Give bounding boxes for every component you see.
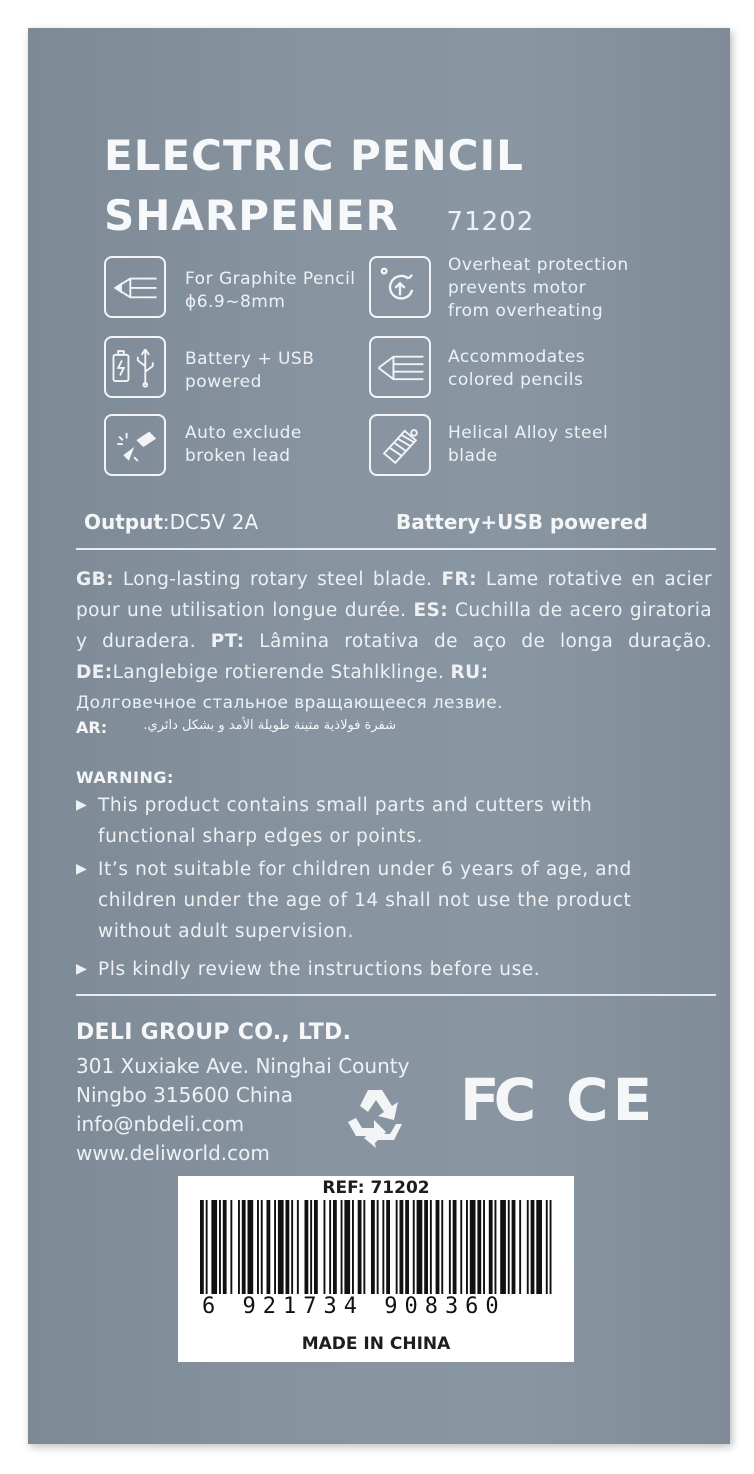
barcode-bar: [371, 1200, 375, 1294]
power-source: Battery+USB powered: [396, 510, 648, 534]
feature-colored-line1: Accommodates: [448, 347, 586, 367]
address-line2: Ningbo 315600 China: [76, 1083, 294, 1107]
barcode-bar: [333, 1200, 337, 1294]
barcode-bar: [546, 1200, 548, 1294]
barcode-bar: [242, 1200, 246, 1294]
feature-colored-text: [448, 346, 585, 392]
bullet-triangle-icon: ▶: [76, 797, 88, 813]
barcode-bar: [248, 1200, 254, 1294]
barcode-bar: [363, 1200, 365, 1294]
feature-battery-line1: Battery + USB: [185, 349, 315, 369]
barcode-bar: [430, 1200, 432, 1294]
barcode-bar: [223, 1200, 227, 1294]
barcode-bar: [396, 1200, 398, 1294]
de-code: DE:: [76, 662, 113, 683]
battery-usb-icon: [104, 336, 166, 398]
barcode-bar: [261, 1200, 263, 1294]
barcode-bar: [531, 1200, 535, 1294]
feature-graphite-line2: ϕ6.9~8mm: [185, 292, 286, 312]
gb-code: GB:: [76, 569, 114, 590]
made-in-label: MADE IN CHINA: [301, 1334, 451, 1354]
barcode-bar: [329, 1200, 331, 1294]
barcode-bar: [352, 1200, 354, 1294]
recycle-icon: [338, 1082, 412, 1156]
pt-text: Lâmina rotativa de aço de longa duração.: [244, 631, 712, 652]
overheat-protection-icon: [369, 256, 431, 318]
feature-broken-lead-line1: Auto exclude: [185, 423, 302, 443]
company-name: DELI GROUP CO., LTD.: [76, 1020, 352, 1045]
barcode-bar: [460, 1200, 462, 1294]
product-box-back: [28, 28, 730, 1444]
barcode-bar: [297, 1200, 299, 1294]
fcc-mark: FC: [460, 1066, 531, 1134]
barcode-bars: [200, 1200, 552, 1294]
ar-code: AR:: [76, 718, 108, 737]
barcode-bar: [324, 1200, 326, 1294]
es-text: Cuchilla de acero giratoria y duradera.: [76, 600, 712, 652]
barcode-bar: [344, 1200, 350, 1294]
barcode-bar: [466, 1200, 468, 1294]
feature-overheat-line3: from overheating: [448, 301, 604, 321]
divider-bottom: [76, 994, 716, 996]
warning-item-2-line1: It’s not suitable for children under 6 years of age, and: [98, 859, 632, 880]
barcode-digits: 6 921734 908360: [202, 1294, 506, 1319]
barcode-bar: [483, 1200, 485, 1294]
warning-item-1: [76, 790, 716, 852]
feature-graphite-text: [185, 268, 356, 314]
barcode-bar: [200, 1200, 204, 1294]
ref-number: REF: 71202: [322, 1178, 430, 1198]
barcode-bar: [267, 1200, 271, 1294]
barcode-bar: [286, 1200, 290, 1294]
output-spec: [84, 510, 258, 534]
output-label: Output: [84, 510, 163, 534]
feature-graphite-line1: For Graphite Pencil: [185, 269, 356, 289]
product-title-line2-text: SHARPENER: [104, 191, 399, 240]
warning-item-3-text: Pls kindly review the instructions before use.: [98, 959, 541, 980]
barcode-bar: [310, 1200, 312, 1294]
barcode-bar: [489, 1200, 493, 1294]
barcode-bar: [536, 1200, 542, 1294]
warning-item-1-line2: functional sharp edges or points.: [98, 826, 423, 847]
de-text: Langlebige rotierende Stahlklinge.: [112, 662, 451, 683]
product-title-line2: [104, 191, 534, 240]
warning-item-2-line3: without adult supervision.: [98, 921, 354, 942]
warning-item-3: [76, 954, 716, 985]
barcode-bar: [470, 1200, 476, 1294]
ru-code: RU:: [450, 662, 489, 683]
feature-overheat-line1: Overheat protection: [448, 255, 629, 275]
multilingual-description: [76, 564, 712, 719]
feature-battery-line2: powered: [185, 372, 262, 392]
warning-item-2: [76, 854, 716, 947]
address-line1: 301 Xuxiake Ave. Ninghai County: [76, 1054, 410, 1078]
barcode-bar: [550, 1200, 552, 1294]
barcode-bar: [508, 1200, 510, 1294]
es-code: ES:: [413, 600, 449, 621]
broken-lead-icon: [104, 414, 166, 476]
barcode-bar: [424, 1200, 428, 1294]
fr-text: Lame rotative en acier pour une utilisation longue durée.: [76, 569, 713, 621]
helical-blade-icon: [369, 414, 431, 476]
barcode-bar: [238, 1200, 240, 1294]
barcode-bar: [230, 1200, 232, 1294]
barcode-bar: [477, 1200, 481, 1294]
fr-code: FR:: [441, 569, 477, 590]
barcode-bar: [278, 1200, 284, 1294]
barcode-bar: [519, 1200, 521, 1294]
barcode-bar: [358, 1200, 362, 1294]
warning-item-1-line1: This product contains small parts and cutters with: [98, 795, 593, 816]
company-email: info@nbdeli.com: [76, 1112, 245, 1136]
barcode-bar: [417, 1200, 423, 1294]
barcode-bar: [413, 1200, 415, 1294]
barcode-bar: [405, 1200, 409, 1294]
pt-code: PT:: [210, 631, 245, 652]
gb-text: Long-lasting rotary steel blade.: [113, 569, 442, 590]
ar-text: شفرة فولاذية متينة طويلة الأمد و بشكل دائري.: [143, 718, 396, 733]
barcode-bar: [206, 1200, 208, 1294]
barcode-bar: [441, 1200, 443, 1294]
feature-overheat-text: [448, 254, 629, 323]
barcode-bar: [512, 1200, 516, 1294]
barcode-bar: [449, 1200, 451, 1294]
feature-broken-lead-text: [185, 422, 302, 468]
divider-top: [76, 548, 716, 550]
barcode-bar: [386, 1200, 390, 1294]
barcode-bar: [219, 1200, 221, 1294]
barcode-bar: [274, 1200, 276, 1294]
barcode-bar: [291, 1200, 293, 1294]
bullet-triangle-icon: ▶: [76, 861, 88, 877]
barcode-bar: [257, 1200, 259, 1294]
feature-helical-text: [448, 422, 608, 468]
model-number: 71202: [446, 207, 535, 237]
barcode-label: [178, 1176, 574, 1362]
feature-battery-text: [185, 348, 314, 394]
barcode-bar: [495, 1200, 497, 1294]
output-value: :DC5V 2A: [162, 510, 259, 534]
ru-text: Долговечное стальное вращающееся лезвие.: [76, 693, 503, 713]
barcode-bar: [382, 1200, 384, 1294]
warning-item-2-line2: children under the age of 14 shall not use the product: [98, 890, 632, 911]
barcode-bar: [527, 1200, 529, 1294]
feature-helical-line2: blade: [448, 446, 498, 466]
feature-broken-lead-line2: broken lead: [185, 446, 291, 466]
barcode-bar: [211, 1200, 217, 1294]
barcode-bar: [377, 1200, 379, 1294]
feature-overheat-line2: prevents motor: [448, 278, 587, 298]
company-website: www.deliworld.com: [76, 1141, 270, 1165]
barcode-bar: [436, 1200, 440, 1294]
warning-heading: WARNING:: [76, 768, 174, 787]
barcode-bar: [314, 1200, 318, 1294]
bullet-triangle-icon: ▶: [76, 961, 88, 977]
feature-helical-line1: Helical Alloy steel: [448, 423, 609, 443]
barcode-bar: [305, 1200, 309, 1294]
barcode-bar: [341, 1200, 343, 1294]
colored-pencil-icon: [369, 336, 431, 398]
barcode-bar: [453, 1200, 457, 1294]
product-title-line1: ELECTRIC PENCIL: [104, 131, 524, 180]
barcode-bar: [500, 1200, 506, 1294]
graphite-pencil-icon: [104, 256, 166, 318]
feature-colored-line2: colored pencils: [448, 370, 584, 390]
barcode-bar: [400, 1200, 404, 1294]
ce-mark: CE: [566, 1066, 657, 1134]
